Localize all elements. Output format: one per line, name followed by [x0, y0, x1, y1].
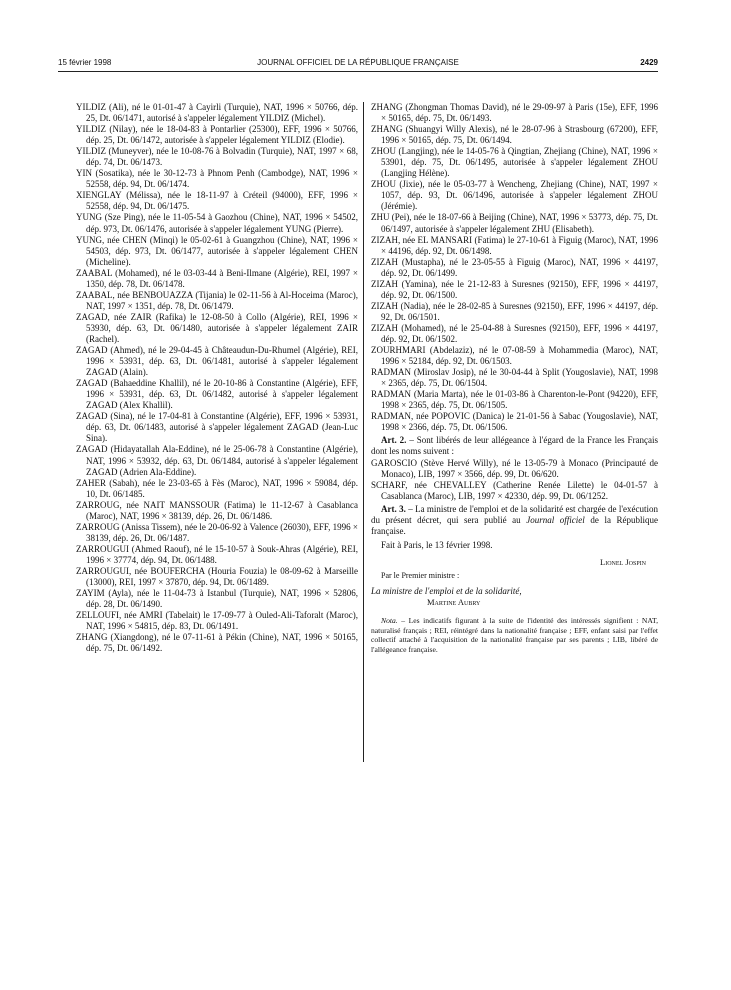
header-rule	[58, 71, 658, 72]
header-journal-title: JOURNAL OFFICIEL DE LA RÉPUBLIQUE FRANÇAISE	[257, 58, 459, 67]
list-item: ZARROUG, née NAIT MANSSOUR (Fatima) le 11-12-67 à Casablanca (Maroc), NAT, 1996 × 38139, dép. 26, Dt. 06/1486.	[76, 499, 358, 521]
minister-name: Martine Aubry	[427, 597, 481, 608]
list-item: GAROSCIO (Stève Hervé Willy), né le 13-05-79 à Monaco (Principauté de Monaco), LIB, 1997 × 3566, dép. 99, Dt. 06/620.	[371, 457, 658, 479]
list-item: YILDIZ (Ali), né le 01-01-47 à Cayirli (Turquie), NAT, 1996 × 50766, dép. 25, Dt. 06/1471, autorisé à s'appeler légalement YILDIZ (Michel).	[76, 102, 358, 124]
nota-label: Nota.	[381, 616, 398, 626]
list-item: ZARROUG (Anissa Tissem), née le 20-06-92 à Valence (26030), EFF, 1996 × 38139, dép. 26, Dt. 06/1487.	[76, 521, 358, 543]
header-date: 15 février 1998	[58, 58, 112, 67]
nota-text: – Les indicatifs figurant à la suite de l'identité des intéressés signifient : NAT, naturalisé français ; REI, réintégré dans la nationalité française ; EFF, enfant saisi par l'effet collectif attaché à l'acquisition de la nationalité française par ses parents ; LIB, libéré de l'allégeance française.	[371, 616, 658, 654]
place-and-date: Fait à Paris, le 13 février 1998.	[381, 539, 493, 550]
header-page-number: 2429	[640, 58, 658, 67]
list-item: ZAYIM (Ayla), née le 11-04-73 à Istanbul (Turquie), NAT, 1996 × 52806, dép. 28, Dt. 06/1490.	[76, 588, 358, 610]
list-item: RADMAN (Maria Marta), née le 01-03-86 à Charenton-le-Pont (94220), EFF, 1998 × 2365, dép. 75, Dt. 06/1505.	[371, 389, 658, 411]
article-2-label: Art. 2.	[381, 435, 407, 446]
list-item: ZELLOUFI, née AMRI (Tabelait) le 17-09-77 à Ouled-Ali-Taforalt (Maroc), NAT, 1996 × 54815, dép. 83, Dt. 06/1491.	[76, 610, 358, 632]
page-header	[58, 58, 658, 72]
list-item: ZOURHMARI (Abdelaziz), né le 07-08-59 à Mohammedia (Maroc), NAT, 1996 × 52184, dép. 92, Dt. 06/1503.	[371, 345, 658, 367]
list-item: ZARROUGUI, née BOUFERCHA (Houria Fouzia) le 08-09-62 à Marseille (13000), REI, 1997 × 37870, dép. 94, Dt. 06/1489.	[76, 565, 358, 588]
by-prime-minister: Par le Premier ministre :	[381, 570, 460, 580]
list-item: ZHANG (Zhongman Thomas David), né le 29-09-97 à Paris (15e), EFF, 1996 × 50165, dép. 75, Dt. 06/1493.	[371, 102, 658, 124]
article-3-label: Art. 3.	[381, 503, 406, 514]
list-item: ZIZAH, née EL MANSARI (Fatima) le 27-10-61 à Figuig (Maroc), NAT, 1996 × 44196, dép. 92, Dt. 06/1498.	[371, 234, 658, 256]
right-column	[371, 102, 658, 654]
left-column	[76, 102, 358, 654]
minister-title: La ministre de l'emploi et de la solidarité,	[371, 585, 522, 596]
list-item: ZAABAL, née BENBOUAZZA (Tijania) le 02-11-56 à Al-Hoceima (Maroc), NAT, 1997 × 1351, dép. 78, Dt. 06/1479.	[76, 289, 358, 311]
list-item: ZIZAH (Yamina), née le 21-12-83 à Suresnes (92150), EFF, 1996 × 44197, dép. 92, Dt. 06/1500.	[371, 278, 658, 300]
list-item: YIN (Sosatika), née le 30-12-73 à Phnom Penh (Cambodge), NAT, 1996 × 52558, dép. 94, Dt. 06/1474.	[76, 168, 358, 190]
list-item: YUNG (Sze Ping), née le 11-05-54 à Gaozhou (Chine), NAT, 1996 × 54502, dép. 973, Dt. 06/1476, autorisée à s'appeler légalement YUNG (Pierre).	[76, 212, 358, 234]
signatory-name: Lionel Jospin	[600, 556, 646, 567]
list-item: ZIZAH (Mohamed), né le 25-04-88 à Suresnes (92150), EFF, 1996 × 44197, dép. 92, Dt. 06/1502.	[371, 322, 658, 344]
article-3	[371, 504, 658, 537]
list-item: YILDIZ (Nilay), née le 18-04-83 à Pontarlier (25300), EFF, 1996 × 50766, dép. 25, Dt. 06/1472, autorisée à s'appeler légalement YILDIZ (Elodie).	[76, 124, 358, 146]
list-item: ZAGAD (Ahmed), né le 29-04-45 à Châteaudun-Du-Rhumel (Algérie), REI, 1996 × 53931, dép. 63, Dt. 06/1481, autorisé à s'appeler légalement ZAGAD (Alain).	[76, 345, 358, 378]
list-item: ZHOU (Jixie), née le 05-03-77 à Wencheng, Zhejiang (Chine), NAT, 1997 × 1057, dép. 93, Dt. 06/1496, autorisée à s'appeler légalement ZHOU (Jérémie).	[371, 179, 658, 212]
list-item: ZHU (Pei), née le 18-07-66 à Beijing (Chine), NAT, 1996 × 53773, dép. 75, Dt. 06/1497, autorisée à s'appeler légalement ZHU (Elisabeth).	[371, 212, 658, 234]
article-2	[371, 435, 658, 457]
article-3-text-end: de la République française.	[371, 514, 659, 536]
list-item: ZARROUGUI (Ahmed Raouf), né le 15-10-57 à Souk-Ahras (Algérie), REI, 1996 × 37774, dép. 94, Dt. 06/1488.	[76, 543, 358, 565]
list-item: YUNG, née CHEN (Minqi) le 05-02-61 à Guangzhou (Chine), NAT, 1996 × 54503, dép. 973, Dt. 06/1477, autorisée à s'appeler légalement CHEN (Micheline).	[76, 234, 358, 267]
list-item: ZAGAD, née ZAIR (Rafika) le 12-08-50 à Collo (Algérie), REI, 1996 × 53930, dép. 63, Dt. 06/1480, autorisée à s'appeler légalement ZAIR (Rachel).	[76, 311, 358, 344]
article-3-text: – La ministre de l'emploi et de la solidarité est chargée de l'exécution du présent décret, qui sera publié au	[371, 503, 658, 525]
article-2-text: – Sont libérés de leur allégeance à l'égard de la France les Français dont les noms suivent :	[371, 435, 658, 457]
list-item: XIENGLAY (Mélissa), née le 18-11-97 à Créteil (94000), EFF, 1996 × 52558, dép. 94, Dt. 06/1475.	[76, 190, 358, 212]
list-item: RADMAN, née POPOVIC (Danica) le 21-01-56 à Sabac (Yougoslavie), NAT, 1998 × 2366, dép. 75, Dt. 06/1506.	[371, 411, 658, 433]
article-3-journal: Journal officiel	[526, 514, 585, 525]
column-divider	[363, 102, 364, 762]
list-item: ZAABAL (Mohamed), né le 03-03-44 à Beni-Ilmane (Algérie), REI, 1997 × 1350, dép. 78, Dt. 06/1478.	[76, 267, 358, 289]
list-item: ZAGAD (Sina), né le 17-04-81 à Constantine (Algérie), EFF, 1996 × 53931, dép. 63, Dt. 06/1483, autorisé à s'appeler légalement ZAGAD (Jean-Luc Sina).	[76, 411, 358, 444]
list-item: ZAGAD (Hidayatallah Ala-Eddine), né le 25-06-78 à Constantine (Algérie), NAT, 1996 × 53932, dép. 63, Dt. 06/1484, autorisé à s'appeler légalement ZAGAD (Adrien Ala-Eddine).	[76, 444, 358, 477]
list-item: YILDIZ (Muneyver), née le 10-08-76 à Bolvadin (Turquie), NAT, 1997 × 68, dép. 74, Dt. 06/1473.	[76, 146, 358, 168]
list-item: ZIZAH (Mustapha), né le 23-05-55 à Figuig (Maroc), NAT, 1996 × 44197, dép. 92, Dt. 06/1499.	[371, 256, 658, 278]
list-item: SCHARF, née CHEVALLEY (Catherine Renée Lilette) le 04-01-57 à Casablanca (Maroc), LIB, 1997 × 42330, dép. 99, Dt. 06/1252.	[371, 479, 658, 501]
list-item: ZIZAH (Nadia), née le 28-02-85 à Suresnes (92150), EFF, 1996 × 44197, dép. 92, Dt. 06/1501.	[371, 300, 658, 322]
list-item: ZAHER (Sabah), née le 23-03-65 à Fès (Maroc), NAT, 1996 × 59084, dép. 10, Dt. 06/1485.	[76, 477, 358, 499]
list-item: RADMAN (Miroslav Josip), né le 30-04-44 à Split (Yougoslavie), NAT, 1998 × 2365, dép. 75, Dt. 06/1504.	[371, 367, 658, 389]
list-item: ZHANG (Shuangyi Willy Alexis), né le 28-07-96 à Strasbourg (67200), EFF, 1996 × 50165, dép. 75, Dt. 06/1494.	[371, 124, 658, 146]
nota	[371, 616, 658, 654]
list-item: ZAGAD (Bahaeddine Khallil), né le 20-10-86 à Constantine (Algérie), EFF, 1996 × 53931, dép. 63, Dt. 06/1482, autorisé à s'appeler légalement ZAGAD (Alex Khallil).	[76, 378, 358, 411]
list-item: ZHANG (Xiangdong), né le 07-11-61 à Pékin (Chine), NAT, 1996 × 50165, dép. 75, Dt. 06/1492.	[76, 632, 358, 654]
list-item: ZHOU (Langjing), née le 14-05-76 à Qingtian, Zhejiang (Chine), NAT, 1996 × 53901, dép. 75, Dt. 06/1495, autorisée à s'appeler légalement ZHOU (Langjing Hélène).	[371, 146, 658, 179]
